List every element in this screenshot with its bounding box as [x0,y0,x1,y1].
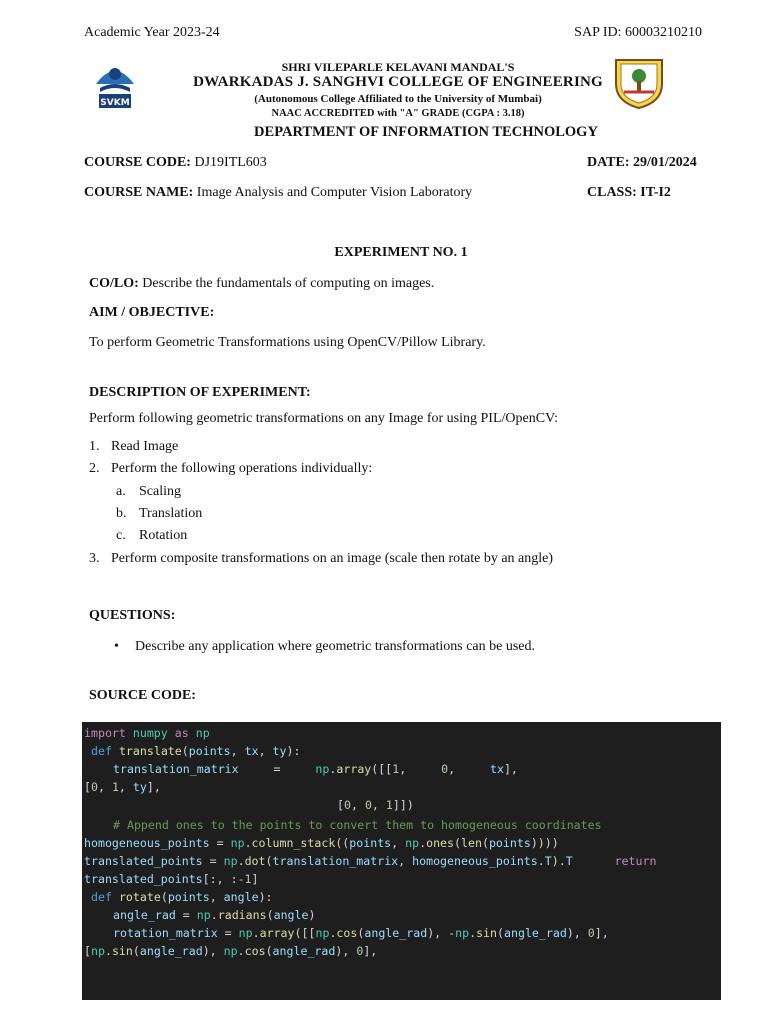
code-token: array [336,762,372,776]
code-token: = [202,854,224,868]
code-token: angle_rad [139,944,203,958]
code-line [84,778,161,796]
org-name: SHRI VILEPARLE KELAVANI MANDAL'S [281,60,515,74]
code-token: 0 [587,926,595,940]
sub-step-text: Translation [139,506,203,521]
code-token: ( [265,944,273,958]
code-token: . [237,944,245,958]
code-line [337,796,414,814]
code-token: ( [181,744,189,758]
code-token: ): [258,890,273,904]
code-token: translation_matrix [272,854,399,868]
source-code-block [82,722,721,1000]
logo-text: SVKM [100,98,130,108]
code-token: points [349,836,392,850]
code-token: -1 [237,872,252,886]
sub-step-letter: c. [116,528,126,543]
code-line [84,852,656,870]
code-token: as [174,726,189,740]
code-token: = [175,908,197,922]
code-token: ( [266,908,274,922]
code-token: cos [336,926,358,940]
code-token: ty [132,780,147,794]
code-token: , [258,744,273,758]
code-token: np [196,908,211,922]
code-token [573,854,615,868]
code-token: [ [337,798,344,812]
code-token: translated_points [84,854,203,868]
code-line [91,742,300,760]
course-code [84,154,267,172]
sub-step-letter: a. [116,484,126,499]
code-token: 0 [441,762,449,776]
code-token: ([[ [294,926,316,940]
step-text: Perform the following operations individually: [111,461,373,476]
code-token: ( [132,944,140,958]
description-heading: DESCRIPTION OF EXPERIMENT: [89,385,311,400]
code-token: [ [84,944,91,958]
code-token: np [238,926,253,940]
code-token: . [537,854,545,868]
college-name: DWARKADAS J. SANGHVI COLLEGE OF ENGINEERING [193,74,603,90]
code-token: ( [265,854,273,868]
code-token: , [399,762,442,776]
code-token: cos [244,944,266,958]
code-token: np [315,762,330,776]
course-code-label: COURSE CODE: [84,155,191,170]
code-token: angle_rad [504,926,567,940]
course-name-value: Image Analysis and Computer Vision Laboratory [193,185,473,200]
code-token: sin [111,944,133,958]
code-token: )))) [530,836,559,850]
code-token: angle [223,890,259,904]
code-token: import [84,726,126,740]
code-token: . [419,836,427,850]
affiliation: (Autonomous College Affiliated to the University of Mumbai) [254,93,542,105]
code-token: ( [160,890,168,904]
bullet-icon: • [114,639,119,654]
code-token: = [238,762,316,776]
code-line [113,906,315,924]
code-token: , [371,798,386,812]
code-token: = [217,926,239,940]
co-lo [89,275,434,293]
code-token: , [398,854,413,868]
code-token: rotation_matrix [113,926,218,940]
code-token: ) [308,908,316,922]
step-text: Perform composite transformations on an image (scale then rotate by an angle) [111,551,554,566]
code-token: 0 [356,944,364,958]
code-comment: # Append ones to the points to convert them to homogeneous coordinates [113,818,602,832]
code-token: array [259,926,295,940]
description-text: Perform following geometric transformations on any Image for using PIL/OpenCV: [89,411,559,426]
step-number: 3. [89,551,100,566]
code-token: numpy [125,726,175,740]
naac-accreditation: NAAC ACCREDITED with "A" GRADE (CGPA : 3.18) [271,108,525,119]
code-token: points [188,744,231,758]
code-token: ty [272,744,287,758]
questions-heading: QUESTIONS: [89,608,176,623]
code-token: , [230,744,245,758]
department-name: DEPARTMENT OF INFORMATION TECHNOLOGY [254,124,598,140]
code-token: 0 [90,780,98,794]
question-text: Describe any application where geometric transformations can be used. [135,639,536,654]
source-code-heading: SOURCE CODE: [89,688,196,703]
code-token: ( [497,926,504,940]
code-token: 1 [385,798,393,812]
code-token: angle_rad [113,908,176,922]
code-token: translate [118,744,182,758]
code-token: np [188,726,210,740]
code-token: np [230,836,245,850]
code-line [84,724,210,742]
step-number: 2. [89,461,100,476]
code-token: def [91,890,112,904]
class: CLASS: IT-I2 [587,185,671,200]
code-line [113,760,518,778]
code-token: angle_rad [272,944,336,958]
code-token: column_stack [251,836,336,850]
code-token: ]]) [392,798,414,812]
code-line [84,870,259,888]
code-line [84,942,377,960]
code-token: np [90,944,105,958]
aim-text: To perform Geometric Transformations using OpenCV/Pillow Library. [89,335,486,350]
code-token: ( [357,926,365,940]
code-token: ] [251,872,259,886]
code-token: ): [286,744,301,758]
code-token: ], [146,780,161,794]
code-line [91,888,273,906]
code-line [113,924,609,942]
sap-id: SAP ID: 60003210210 [574,25,702,40]
code-token: sin [476,926,498,940]
code-token: (( [335,836,350,850]
code-token: , [209,890,224,904]
code-token: T [544,854,552,868]
code-token: . [237,854,245,868]
code-token: 0 [364,798,372,812]
code-token: . [244,836,252,850]
code-token: def [91,744,112,758]
code-token: 1 [392,762,400,776]
code-token: ones [426,836,455,850]
sub-step-text: Scaling [139,484,181,499]
code-token: translation_matrix [113,762,239,776]
code-token: ([[ [371,762,393,776]
code-token: np [223,854,238,868]
code-token: homogeneous_points [84,836,210,850]
code-token: ), [566,926,588,940]
code-token: points [488,836,531,850]
code-token: [:, : [202,872,238,886]
code-token: 1 [111,780,119,794]
code-token: ( [454,836,461,850]
code-token: tx [489,762,504,776]
code-token: , [391,836,406,850]
code-token: ), [202,944,224,958]
code-line [84,834,559,852]
code-token: T [565,854,573,868]
code-token: homogeneous_points [412,854,538,868]
code-token: ], [363,944,378,958]
code-token: np [455,926,470,940]
experiment-title: EXPERIMENT NO. 1 [334,245,468,260]
code-token: len [461,836,482,850]
code-token: ], [503,762,518,776]
code-token: radians [217,908,267,922]
sub-step-text: Rotation [139,528,188,543]
code-token: . [329,762,337,776]
co-lo-text: Describe the fundamentals of computing on images. [138,276,435,291]
aim-heading: AIM / OBJECTIVE: [89,305,215,320]
code-token: . [104,944,112,958]
code-token: points [167,890,210,904]
code-token: ), [335,944,357,958]
code-token: return [614,854,657,868]
code-token: dot [244,854,266,868]
co-lo-label: CO/LO: [89,276,139,291]
sub-step-letter: b. [116,506,127,521]
date: DATE: 29/01/2024 [587,155,697,170]
code-token: ( [481,836,489,850]
course-name-label: COURSE NAME: [84,185,194,200]
code-token: , [118,780,133,794]
code-token: . [469,926,477,940]
code-token: np [405,836,420,850]
code-token: angle [273,908,309,922]
code-token: ). [551,854,566,868]
course-name [84,184,472,202]
code-token: angle_rad [364,926,428,940]
code-token: np [223,944,238,958]
code-token: , [350,798,365,812]
code-token: 0 [343,798,351,812]
code-token: . [210,908,218,922]
code-token: . [252,926,260,940]
code-token: , [97,780,112,794]
code-token: [ [84,780,91,794]
code-token: , [448,762,490,776]
step-text: Read Image [111,439,179,454]
step-number: 1. [89,439,100,454]
academic-year: Academic Year 2023-24 [84,25,220,40]
course-code-value: DJ19ITL603 [190,155,267,170]
code-token: translated_points [84,872,203,886]
code-token: = [209,836,231,850]
code-token: np [315,926,330,940]
code-token: rotate [118,890,161,904]
code-token: ), - [427,926,456,940]
code-token: ], [594,926,609,940]
code-token: . [329,926,337,940]
code-token: tx [244,744,259,758]
